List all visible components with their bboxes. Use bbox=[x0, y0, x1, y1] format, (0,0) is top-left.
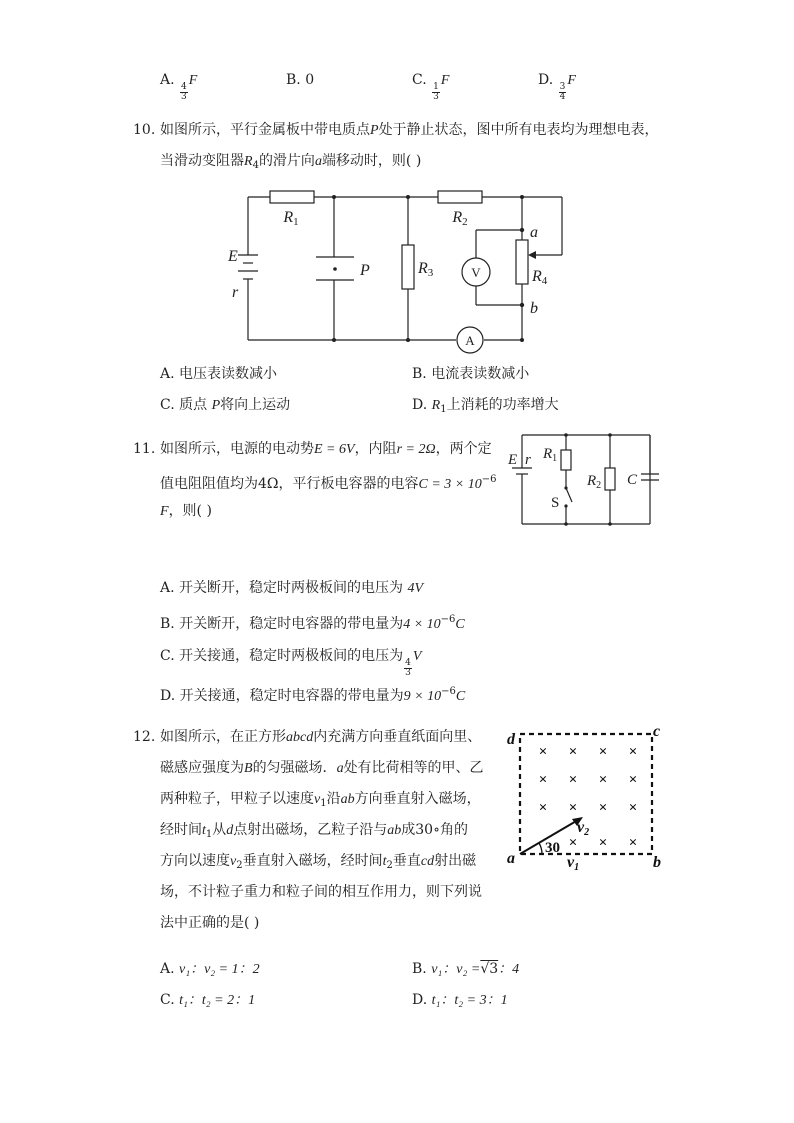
field-cross-icon: × bbox=[568, 835, 578, 851]
fraction: $\frac{4}{3}$ bbox=[405, 658, 411, 678]
angle-arc bbox=[539, 843, 542, 854]
svg-text:A: A bbox=[465, 333, 475, 348]
svg-text:E: E bbox=[228, 248, 238, 265]
svg-text:r: r bbox=[525, 452, 531, 468]
svg-text:R3: R3 bbox=[418, 260, 434, 279]
svg-text:P: P bbox=[360, 262, 370, 279]
svg-text:r: r bbox=[232, 284, 239, 301]
resistor-r2 bbox=[605, 468, 615, 490]
svg-text:c: c bbox=[653, 723, 661, 740]
q9-option-c: C. $\frac{1}{3}$ F bbox=[412, 72, 450, 102]
q12-stem-line4: 经时间$t_1$从d点射出磁场，乙粒子沿与ab成30∘角的 bbox=[160, 822, 468, 840]
resistor-r1 bbox=[561, 450, 571, 470]
field-cross-icon: × bbox=[628, 835, 638, 851]
field-cross-icon: × bbox=[628, 800, 638, 816]
q11-option-a: A. 开关断开，稳定时两极板间的电压为 4V bbox=[160, 580, 424, 596]
q10-option-d: D. $R_1$上消耗的功率增大 bbox=[412, 397, 559, 415]
resistor-r2 bbox=[438, 191, 482, 203]
fraction: $\frac{1}{3}$ bbox=[433, 82, 439, 102]
q9-option-b: B. 0 bbox=[286, 72, 315, 88]
q12-stem-line3: 两种粒子，甲粒子以速度$v_1$沿ab方向垂直射入磁场， bbox=[160, 791, 481, 809]
svg-text:R2: $R_2$ bbox=[587, 473, 602, 491]
field-cross-icon: × bbox=[628, 744, 638, 760]
svg-text:S: S bbox=[551, 495, 560, 511]
q9-option-a: A. $\frac{4}{3}$ F bbox=[160, 72, 198, 102]
fraction: $\frac{4}{3}$ bbox=[181, 82, 187, 102]
field-cross-icon: × bbox=[568, 772, 578, 788]
q11-stem-line3: F，则( ) bbox=[160, 503, 212, 519]
svg-text:V: V bbox=[471, 265, 481, 280]
field-cross-icon: × bbox=[598, 744, 608, 760]
field-cross-icon: × bbox=[598, 800, 608, 816]
svg-text:R2: R2 bbox=[452, 209, 468, 228]
q10-stem-line1: 如图所示，平行金属板中带电质点P处于静止状态，图中所有电表均为理想电表， bbox=[160, 122, 659, 138]
q10-option-c: C. 质点 P将向上运动 bbox=[160, 397, 291, 413]
q11-circuit-diagram bbox=[505, 430, 665, 530]
q11-stem-line1: 如图所示，电源的电动势E = 6V，内阻r = 2Ω，两个定 bbox=[160, 441, 492, 457]
q11-number: 11. bbox=[133, 441, 156, 457]
svg-text:b: b bbox=[653, 854, 661, 871]
svg-text:R4: R4 bbox=[532, 268, 548, 287]
q12-option-b: B. v₁：v₂ =√3：4 bbox=[412, 961, 520, 977]
q12-option-d: D. t₁：t₂ = 3：1 bbox=[412, 992, 508, 1008]
q11-option-d: D. 开关接通，稳定时电容器的带电量为$9 \times 10^{-6}C$ bbox=[160, 686, 466, 704]
q10-option-b: B. 电流表读数减小 bbox=[412, 366, 530, 382]
q12-stem-line5: 方向以速度$v_2$垂直射入磁场，经时间$t_2$垂直cd射出磁 bbox=[160, 853, 477, 871]
q12-magnetic-field-figure bbox=[505, 722, 675, 872]
field-cross-icon: × bbox=[598, 835, 608, 851]
svg-text:a: a bbox=[507, 850, 515, 867]
q12-stem-line1: 如图所示，在正方形abcd内充满方向垂直纸面向里、 bbox=[160, 729, 482, 745]
field-cross-icon: × bbox=[538, 800, 548, 816]
resistor-r4 bbox=[516, 240, 528, 284]
resistor-r3 bbox=[402, 245, 414, 289]
resistor-r1 bbox=[270, 191, 314, 203]
svg-text:d: d bbox=[507, 731, 515, 748]
svg-text:v2: v2 bbox=[577, 819, 590, 838]
svg-text:v1: v1 bbox=[567, 854, 580, 872]
q12-stem-line6: 场，不计粒子重力和粒子间的相互作用力，则下列说 bbox=[160, 884, 482, 900]
q11-stem-line2: 值电阻阻值均为4Ω，平行板电容器的电容$C = 3 \times 10^{-6}$ bbox=[160, 474, 497, 492]
slider-arrow-icon bbox=[528, 251, 536, 259]
svg-text:R1: R1 bbox=[283, 209, 299, 228]
q9-option-d: D. $\frac{3}{4}$ F bbox=[538, 72, 576, 102]
field-cross-icon: × bbox=[538, 744, 548, 760]
q11-option-c: C. 开关接通，稳定时两极板间的电压为 $\frac{4}{3}$ V bbox=[160, 648, 422, 678]
q10-number: 10. bbox=[133, 122, 156, 138]
q10-option-a: A. 电压表读数减小 bbox=[160, 366, 278, 382]
svg-text:a: a bbox=[530, 224, 538, 241]
field-cross-icon: × bbox=[538, 772, 548, 788]
q12-number: 12. bbox=[133, 729, 156, 745]
q12-stem-line7: 法中正确的是( ) bbox=[160, 915, 260, 931]
field-cross-icon: × bbox=[568, 800, 578, 816]
field-cross-icon: × bbox=[598, 772, 608, 788]
field-cross-icon: × bbox=[568, 744, 578, 760]
svg-text:R1: $R_1$ bbox=[543, 446, 558, 464]
angle-label: 30 bbox=[545, 840, 560, 856]
particle-p bbox=[333, 267, 337, 271]
fraction: $\frac{3}{4}$ bbox=[559, 82, 566, 102]
q11-option-b: B. 开关断开，稳定时电容器的带电量为$4 \times 10^{-6}C$ bbox=[160, 614, 465, 632]
svg-text:E: E bbox=[508, 452, 518, 468]
q12-option-c: C. t₁：t₂ = 2：1 bbox=[160, 992, 256, 1008]
q10-circuit-diagram bbox=[220, 185, 580, 360]
svg-text:C: C bbox=[627, 472, 638, 488]
q12-option-a: A. v₁：v₂ = 1：2 bbox=[160, 961, 260, 977]
q12-stem-line2: 磁感应强度为B的匀强磁场．a处有比荷相等的甲、乙 bbox=[160, 760, 484, 776]
q10-stem-line2: 当滑动变阻器$R_4$的滑片向a端移动时，则( ) bbox=[160, 153, 422, 171]
switch-icon bbox=[564, 486, 567, 489]
svg-text:b: b bbox=[530, 300, 538, 317]
field-cross-icon: × bbox=[628, 772, 638, 788]
